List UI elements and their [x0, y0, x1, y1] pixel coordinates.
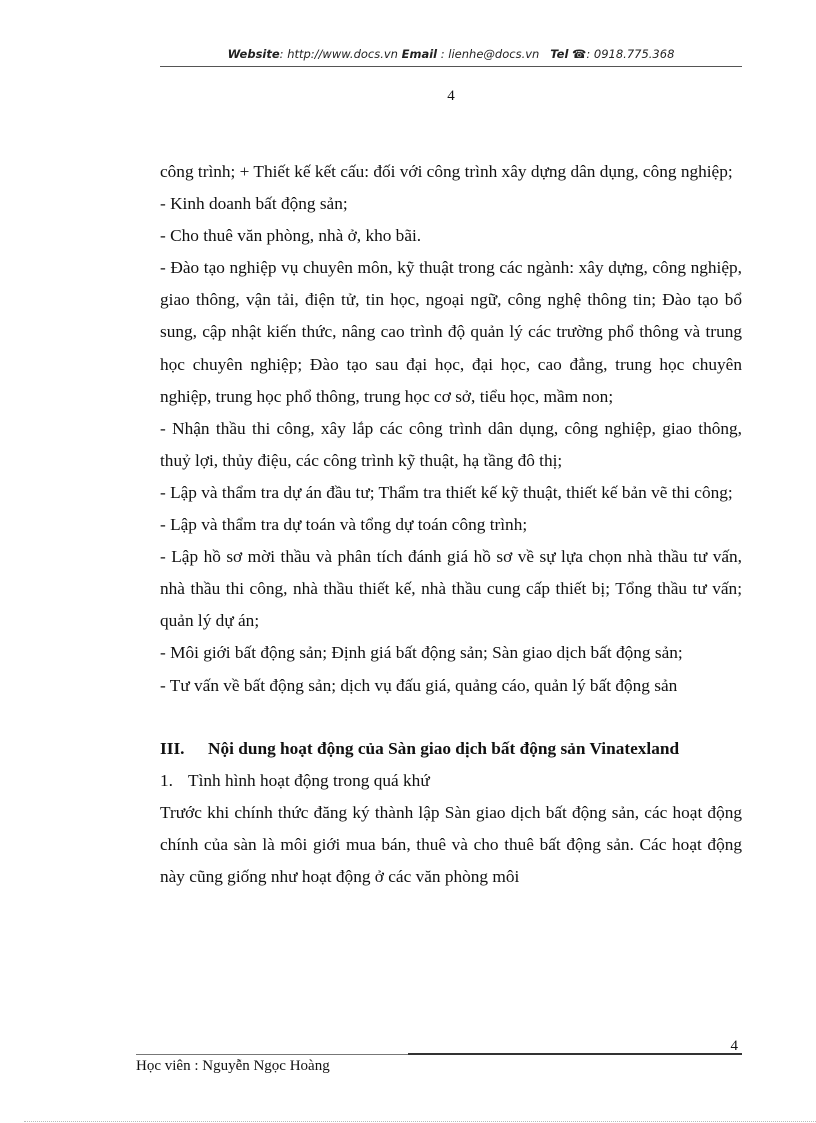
section-heading: [160, 733, 742, 765]
tel-value: : 0918.775.368: [586, 47, 675, 61]
paragraph: - Lập hồ sơ mời thầu và phân tích đánh giá hồ sơ về sự lựa chọn nhà thầu tư vấn, nhà thầu thi công, nhà thầu thiết kế, nhà thầu cung cấp thiết bị; Tổng thầu tư vấn; quản lý dự án;: [160, 547, 742, 631]
paragraph: công trình; + Thiết kế kết cấu: đối với công trình xây dựng dân dụng, công nghiệp;: [160, 162, 733, 181]
paragraph: - Môi giới bất động sản; Định giá bất động sản; Sàn giao dịch bất động sản;: [160, 643, 683, 663]
footer-divider-thick: [408, 1053, 742, 1055]
page-bottom-border: [24, 1121, 816, 1122]
footer-divider-thin: [136, 1054, 408, 1055]
paragraph: - Nhận thầu thi công, xây lắp các công trình dân dụng, công nghiệp, giao thông, thuỷ lợi, thủy điệu, các công trình kỹ thuật, hạ tầng đô thị;: [160, 418, 742, 470]
paragraph: - Đào tạo nghiệp vụ chuyên môn, kỹ thuật trong các ngành: xây dựng, công nghiệp, giao thông, vận tải, điện tử, tin học, ngoại ngữ, công nghệ thông tin; Đào tạo bổ sung, cập nhật kiến thức, nâng cao trình độ quản lý các trường phổ thông và trung học chuyên nghiệp; Đào tạo sau đại học, đại học, cao đẳng, trung học chuyên nghiệp, trung học phổ thông, trung học cơ sở, tiểu học, mầm non;: [160, 258, 742, 406]
subheading: [160, 765, 742, 797]
subheading-title: Tình hình hoạt động trong quá khứ: [188, 770, 430, 790]
email-value: : lienhe@docs.vn: [437, 47, 540, 61]
subheading-number: 1.: [160, 770, 173, 790]
section-number: III.: [160, 738, 185, 758]
paragraph: - Tư vấn về bất động sản; dịch vụ đấu giá, quảng cáo, quản lý bất động sản: [160, 675, 678, 695]
spacer: [160, 702, 742, 733]
page-number-top: 4: [447, 88, 455, 104]
website-value: : http://www.docs.vn: [279, 47, 398, 61]
page-header: [160, 47, 742, 61]
paragraph: - Lập và thẩm tra dự án đầu tư; Thẩm tra thiết kế kỹ thuật, thiết kế bản vẽ thi công;: [160, 482, 733, 502]
paragraph: - Kinh doanh bất động sản;: [160, 194, 348, 214]
tel-label: Tel: [550, 47, 569, 61]
footer-student: Học viên : Nguyễn Ngọc Hoàng: [136, 1058, 330, 1074]
phone-icon: ☎: [572, 47, 587, 61]
website-label: Website: [227, 47, 280, 61]
paragraph: - Cho thuê văn phòng, nhà ở, kho bãi.: [160, 226, 422, 246]
paragraph: - Lập và thẩm tra dự toán và tổng dự toán công trình;: [160, 515, 528, 535]
section-title: Nội dung hoạt động của Sàn giao dịch bất động sản Vinatexland: [208, 738, 680, 758]
header-divider: [160, 66, 742, 67]
email-label: Email: [401, 47, 438, 61]
page-number-footer: 4: [730, 1038, 738, 1054]
document-body: [160, 156, 742, 893]
paragraph: Trước khi chính thức đăng ký thành lập Sàn giao dịch bất động sản, các hoạt động chính của sàn là môi giới mua bán, thuê và cho thuê bất động sản. Các hoạt động này cũng giống như hoạt động ở các văn phòng môi: [160, 802, 742, 886]
